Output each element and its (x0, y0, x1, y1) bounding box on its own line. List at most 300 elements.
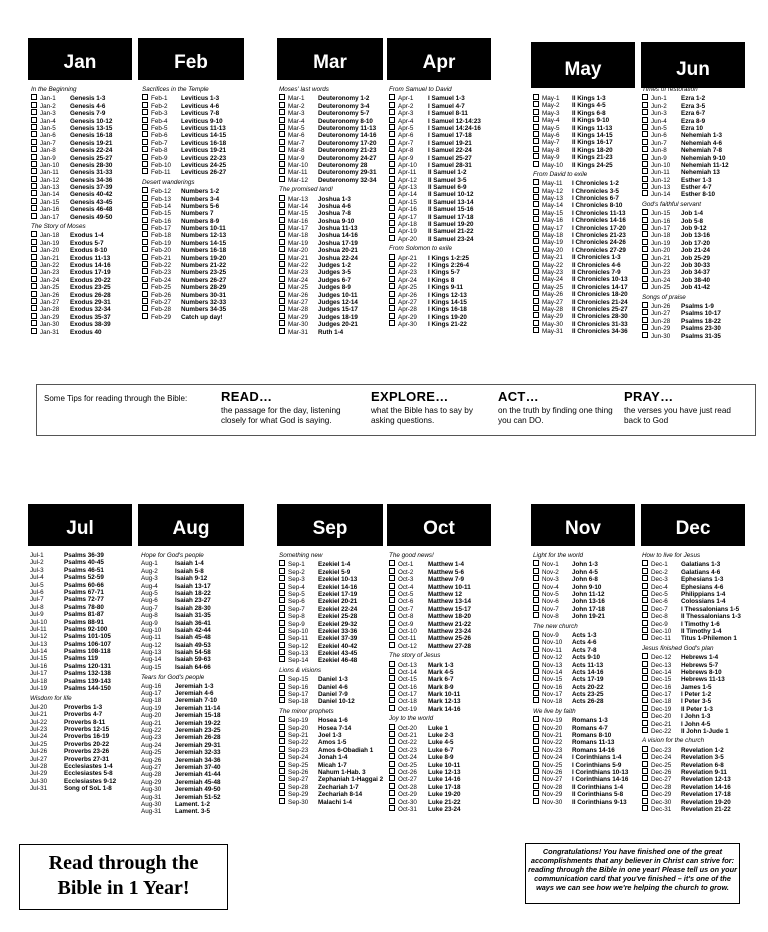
checkbox-icon[interactable] (533, 94, 539, 100)
checkbox-icon[interactable] (533, 575, 539, 581)
reading-row[interactable] (31, 131, 135, 138)
reading-row[interactable] (533, 768, 637, 775)
checkbox-icon[interactable] (279, 583, 285, 589)
reading-row[interactable] (31, 254, 135, 261)
reading-row[interactable] (642, 261, 746, 268)
reading-row[interactable] (279, 605, 387, 612)
checkbox-icon[interactable] (279, 761, 285, 767)
reading-row[interactable] (642, 590, 754, 597)
checkbox-icon[interactable] (533, 209, 539, 215)
reading-row[interactable] (279, 612, 387, 619)
reading-row[interactable] (279, 738, 387, 745)
checkbox-icon[interactable] (31, 154, 37, 160)
checkbox-icon[interactable] (533, 146, 539, 152)
checkbox-icon[interactable] (279, 731, 285, 737)
checkbox-icon[interactable] (389, 198, 395, 204)
checkbox-icon[interactable] (533, 568, 539, 574)
reading-row[interactable] (389, 620, 495, 627)
checkbox-icon[interactable] (31, 313, 37, 319)
reading-row[interactable] (142, 298, 246, 305)
checkbox-icon[interactable] (31, 102, 37, 108)
checkbox-icon[interactable] (642, 683, 648, 689)
checkbox-icon[interactable] (279, 716, 285, 722)
reading-row[interactable] (642, 661, 754, 668)
reading-row[interactable] (642, 94, 746, 101)
checkbox-icon[interactable] (642, 332, 648, 338)
reading-row[interactable] (533, 575, 637, 582)
reading-row[interactable] (31, 117, 135, 124)
reading-row[interactable] (642, 276, 746, 283)
reading-row[interactable] (389, 605, 495, 612)
checkbox-icon[interactable] (642, 246, 648, 252)
checkbox-icon[interactable] (279, 276, 285, 282)
checkbox-icon[interactable] (142, 109, 148, 115)
reading-row[interactable] (389, 661, 495, 668)
reading-row[interactable] (642, 254, 746, 261)
checkbox-icon[interactable] (642, 139, 648, 145)
checkbox-icon[interactable] (389, 220, 395, 226)
checkbox-icon[interactable] (642, 620, 648, 626)
reading-row[interactable] (142, 202, 246, 209)
checkbox-icon[interactable] (389, 205, 395, 211)
reading-row[interactable] (642, 727, 754, 734)
checkbox-icon[interactable] (642, 753, 648, 759)
checkbox-icon[interactable] (533, 290, 539, 296)
reading-row[interactable] (279, 117, 387, 124)
reading-row[interactable] (533, 646, 637, 653)
checkbox-icon[interactable] (279, 328, 285, 334)
checkbox-icon[interactable] (642, 668, 648, 674)
checkbox-icon[interactable] (31, 146, 37, 152)
reading-row[interactable] (533, 153, 637, 160)
checkbox-icon[interactable] (279, 605, 285, 611)
reading-row[interactable] (389, 283, 495, 290)
reading-row[interactable] (389, 254, 495, 261)
checkbox-icon[interactable] (279, 568, 285, 574)
reading-row[interactable] (279, 716, 387, 723)
reading-row[interactable] (642, 117, 746, 124)
checkbox-icon[interactable] (142, 246, 148, 252)
checkbox-icon[interactable] (279, 254, 285, 260)
checkbox-icon[interactable] (279, 231, 285, 237)
reading-row[interactable] (642, 268, 746, 275)
checkbox-icon[interactable] (389, 783, 395, 789)
reading-row[interactable] (389, 183, 495, 190)
reading-row[interactable] (389, 227, 495, 234)
checkbox-icon[interactable] (642, 675, 648, 681)
reading-row[interactable] (31, 283, 135, 290)
checkbox-icon[interactable] (642, 746, 648, 752)
reading-row[interactable] (389, 198, 495, 205)
reading-row[interactable] (642, 790, 754, 797)
reading-row[interactable] (279, 560, 387, 567)
checkbox-icon[interactable] (279, 283, 285, 289)
reading-row[interactable] (533, 312, 637, 319)
reading-row[interactable] (142, 139, 246, 146)
checkbox-icon[interactable] (642, 690, 648, 696)
checkbox-icon[interactable] (642, 583, 648, 589)
checkbox-icon[interactable] (31, 109, 37, 115)
checkbox-icon[interactable] (142, 124, 148, 130)
reading-row[interactable] (389, 102, 495, 109)
reading-row[interactable] (389, 612, 495, 619)
checkbox-icon[interactable] (533, 690, 539, 696)
checkbox-icon[interactable] (142, 313, 148, 319)
checkbox-icon[interactable] (533, 631, 539, 637)
checkbox-icon[interactable] (31, 205, 37, 211)
checkbox-icon[interactable] (279, 109, 285, 115)
checkbox-icon[interactable] (142, 94, 148, 100)
reading-row[interactable] (142, 261, 246, 268)
checkbox-icon[interactable] (142, 298, 148, 304)
checkbox-icon[interactable] (389, 183, 395, 189)
reading-row[interactable] (533, 790, 637, 797)
checkbox-icon[interactable] (533, 753, 539, 759)
checkbox-icon[interactable] (533, 179, 539, 185)
checkbox-icon[interactable] (533, 231, 539, 237)
reading-row[interactable] (389, 583, 495, 590)
checkbox-icon[interactable] (533, 153, 539, 159)
reading-row[interactable] (533, 231, 637, 238)
reading-row[interactable] (642, 317, 746, 324)
checkbox-icon[interactable] (642, 209, 648, 215)
checkbox-icon[interactable] (533, 746, 539, 752)
checkbox-icon[interactable] (389, 227, 395, 233)
checkbox-icon[interactable] (279, 124, 285, 130)
checkbox-icon[interactable] (389, 627, 395, 633)
checkbox-icon[interactable] (279, 612, 285, 618)
reading-row[interactable] (533, 298, 637, 305)
checkbox-icon[interactable] (533, 724, 539, 730)
reading-row[interactable] (533, 753, 637, 760)
reading-row[interactable] (279, 124, 387, 131)
checkbox-icon[interactable] (642, 712, 648, 718)
checkbox-icon[interactable] (31, 183, 37, 189)
checkbox-icon[interactable] (389, 261, 395, 267)
reading-row[interactable] (31, 246, 135, 253)
reading-row[interactable] (31, 328, 135, 335)
reading-row[interactable] (533, 690, 637, 697)
reading-row[interactable] (389, 268, 495, 275)
checkbox-icon[interactable] (642, 276, 648, 282)
reading-row[interactable] (279, 683, 387, 690)
reading-row[interactable] (533, 631, 637, 638)
reading-row[interactable] (389, 298, 495, 305)
checkbox-icon[interactable] (533, 124, 539, 130)
reading-row[interactable] (533, 731, 637, 738)
reading-row[interactable] (279, 753, 387, 760)
checkbox-icon[interactable] (533, 597, 539, 603)
checkbox-icon[interactable] (31, 320, 37, 326)
checkbox-icon[interactable] (642, 254, 648, 260)
checkbox-icon[interactable] (389, 268, 395, 274)
reading-row[interactable] (279, 731, 387, 738)
checkbox-icon[interactable] (533, 253, 539, 259)
checkbox-icon[interactable] (389, 590, 395, 596)
reading-row[interactable] (642, 753, 754, 760)
reading-row[interactable] (389, 220, 495, 227)
checkbox-icon[interactable] (279, 102, 285, 108)
reading-row[interactable] (642, 605, 754, 612)
reading-row[interactable] (533, 746, 637, 753)
reading-row[interactable] (533, 305, 637, 312)
reading-row[interactable] (142, 246, 246, 253)
checkbox-icon[interactable] (642, 705, 648, 711)
reading-row[interactable] (142, 239, 246, 246)
reading-row[interactable] (142, 224, 246, 231)
reading-row[interactable] (533, 109, 637, 116)
reading-row[interactable] (533, 224, 637, 231)
reading-row[interactable] (642, 620, 754, 627)
checkbox-icon[interactable] (389, 254, 395, 260)
reading-row[interactable] (642, 668, 754, 675)
reading-row[interactable] (389, 109, 495, 116)
checkbox-icon[interactable] (533, 101, 539, 107)
reading-row[interactable] (642, 183, 746, 190)
reading-row[interactable] (389, 190, 495, 197)
checkbox-icon[interactable] (642, 268, 648, 274)
checkbox-icon[interactable] (142, 254, 148, 260)
checkbox-icon[interactable] (533, 716, 539, 722)
checkbox-icon[interactable] (31, 328, 37, 334)
reading-row[interactable] (142, 268, 246, 275)
reading-row[interactable] (279, 620, 387, 627)
reading-row[interactable] (642, 224, 746, 231)
reading-row[interactable] (642, 690, 754, 697)
checkbox-icon[interactable] (389, 620, 395, 626)
reading-row[interactable] (533, 246, 637, 253)
checkbox-icon[interactable] (31, 124, 37, 130)
checkbox-icon[interactable] (142, 231, 148, 237)
checkbox-icon[interactable] (533, 560, 539, 566)
reading-row[interactable] (389, 746, 495, 753)
checkbox-icon[interactable] (279, 775, 285, 781)
checkbox-icon[interactable] (31, 131, 37, 137)
checkbox-icon[interactable] (389, 176, 395, 182)
checkbox-icon[interactable] (389, 313, 395, 319)
reading-row[interactable] (533, 94, 637, 101)
reading-row[interactable] (642, 124, 746, 131)
reading-row[interactable] (31, 198, 135, 205)
checkbox-icon[interactable] (389, 146, 395, 152)
reading-row[interactable] (533, 798, 637, 805)
checkbox-icon[interactable] (533, 268, 539, 274)
checkbox-icon[interactable] (533, 238, 539, 244)
checkbox-icon[interactable] (533, 583, 539, 589)
checkbox-icon[interactable] (642, 605, 648, 611)
checkbox-icon[interactable] (642, 124, 648, 130)
checkbox-icon[interactable] (642, 239, 648, 245)
reading-row[interactable] (533, 116, 637, 123)
reading-row[interactable] (142, 131, 246, 138)
checkbox-icon[interactable] (279, 675, 285, 681)
reading-row[interactable] (533, 161, 637, 168)
reading-row[interactable] (31, 239, 135, 246)
reading-row[interactable] (279, 320, 387, 327)
checkbox-icon[interactable] (389, 661, 395, 667)
checkbox-icon[interactable] (279, 217, 285, 223)
reading-row[interactable] (142, 305, 246, 312)
checkbox-icon[interactable] (142, 305, 148, 311)
checkbox-icon[interactable] (142, 131, 148, 137)
reading-row[interactable] (142, 231, 246, 238)
reading-row[interactable] (31, 213, 135, 220)
checkbox-icon[interactable] (142, 239, 148, 245)
reading-row[interactable] (31, 124, 135, 131)
checkbox-icon[interactable] (533, 775, 539, 781)
checkbox-icon[interactable] (642, 627, 648, 633)
checkbox-icon[interactable] (389, 805, 395, 811)
reading-row[interactable] (533, 590, 637, 597)
reading-row[interactable] (279, 568, 387, 575)
reading-row[interactable] (642, 231, 746, 238)
checkbox-icon[interactable] (279, 261, 285, 267)
reading-row[interactable] (642, 239, 746, 246)
checkbox-icon[interactable] (533, 668, 539, 674)
reading-row[interactable] (31, 109, 135, 116)
reading-row[interactable] (279, 94, 387, 101)
checkbox-icon[interactable] (642, 302, 648, 308)
reading-row[interactable] (389, 642, 495, 649)
reading-row[interactable] (533, 253, 637, 260)
reading-row[interactable] (389, 634, 495, 641)
checkbox-icon[interactable] (142, 276, 148, 282)
checkbox-icon[interactable] (279, 768, 285, 774)
reading-row[interactable] (389, 683, 495, 690)
reading-row[interactable] (31, 268, 135, 275)
reading-row[interactable] (389, 627, 495, 634)
reading-row[interactable] (31, 320, 135, 327)
reading-row[interactable] (31, 298, 135, 305)
reading-row[interactable] (533, 738, 637, 745)
checkbox-icon[interactable] (389, 291, 395, 297)
checkbox-icon[interactable] (279, 298, 285, 304)
reading-row[interactable] (533, 597, 637, 604)
reading-row[interactable] (533, 583, 637, 590)
reading-row[interactable] (533, 612, 637, 619)
checkbox-icon[interactable] (642, 190, 648, 196)
reading-row[interactable] (642, 746, 754, 753)
reading-row[interactable] (642, 798, 754, 805)
reading-row[interactable] (642, 309, 746, 316)
reading-row[interactable] (533, 683, 637, 690)
reading-row[interactable] (31, 305, 135, 312)
reading-row[interactable] (533, 290, 637, 297)
reading-row[interactable] (142, 109, 246, 116)
checkbox-icon[interactable] (642, 102, 648, 108)
checkbox-icon[interactable] (279, 268, 285, 274)
reading-row[interactable] (279, 798, 387, 805)
reading-row[interactable] (389, 738, 495, 745)
checkbox-icon[interactable] (279, 168, 285, 174)
reading-row[interactable] (389, 705, 495, 712)
checkbox-icon[interactable] (389, 583, 395, 589)
reading-row[interactable] (31, 313, 135, 320)
checkbox-icon[interactable] (279, 117, 285, 123)
checkbox-icon[interactable] (31, 291, 37, 297)
reading-row[interactable] (642, 102, 746, 109)
checkbox-icon[interactable] (279, 738, 285, 744)
reading-row[interactable] (642, 697, 754, 704)
reading-row[interactable] (389, 313, 495, 320)
reading-row[interactable] (533, 216, 637, 223)
checkbox-icon[interactable] (389, 298, 395, 304)
checkbox-icon[interactable] (279, 690, 285, 696)
reading-row[interactable] (533, 201, 637, 208)
checkbox-icon[interactable] (642, 661, 648, 667)
checkbox-icon[interactable] (533, 109, 539, 115)
reading-row[interactable] (389, 775, 495, 782)
checkbox-icon[interactable] (279, 627, 285, 633)
checkbox-icon[interactable] (533, 298, 539, 304)
reading-row[interactable] (533, 560, 637, 567)
reading-row[interactable] (279, 298, 387, 305)
reading-row[interactable] (389, 154, 495, 161)
checkbox-icon[interactable] (533, 187, 539, 193)
checkbox-icon[interactable] (389, 139, 395, 145)
reading-row[interactable] (533, 187, 637, 194)
reading-row[interactable] (533, 675, 637, 682)
checkbox-icon[interactable] (142, 146, 148, 152)
reading-row[interactable] (533, 716, 637, 723)
checkbox-icon[interactable] (279, 224, 285, 230)
checkbox-icon[interactable] (142, 291, 148, 297)
checkbox-icon[interactable] (642, 805, 648, 811)
checkbox-icon[interactable] (642, 217, 648, 223)
reading-row[interactable] (642, 246, 746, 253)
checkbox-icon[interactable] (279, 597, 285, 603)
reading-row[interactable] (642, 575, 754, 582)
checkbox-icon[interactable] (142, 268, 148, 274)
checkbox-icon[interactable] (533, 738, 539, 744)
reading-row[interactable] (389, 94, 495, 101)
reading-row[interactable] (642, 302, 746, 309)
checkbox-icon[interactable] (279, 305, 285, 311)
reading-row[interactable] (279, 209, 387, 216)
reading-row[interactable] (142, 102, 246, 109)
reading-row[interactable] (642, 139, 746, 146)
checkbox-icon[interactable] (279, 176, 285, 182)
checkbox-icon[interactable] (142, 195, 148, 201)
reading-row[interactable] (642, 161, 746, 168)
reading-row[interactable] (389, 124, 495, 131)
checkbox-icon[interactable] (642, 568, 648, 574)
reading-row[interactable] (31, 102, 135, 109)
checkbox-icon[interactable] (389, 109, 395, 115)
reading-row[interactable] (642, 805, 754, 812)
checkbox-icon[interactable] (642, 612, 648, 618)
checkbox-icon[interactable] (642, 176, 648, 182)
checkbox-icon[interactable] (389, 131, 395, 137)
checkbox-icon[interactable] (389, 560, 395, 566)
checkbox-icon[interactable] (533, 761, 539, 767)
reading-row[interactable] (533, 724, 637, 731)
checkbox-icon[interactable] (389, 675, 395, 681)
checkbox-icon[interactable] (389, 768, 395, 774)
checkbox-icon[interactable] (389, 190, 395, 196)
reading-row[interactable] (142, 209, 246, 216)
checkbox-icon[interactable] (533, 697, 539, 703)
reading-row[interactable] (31, 183, 135, 190)
checkbox-icon[interactable] (389, 690, 395, 696)
checkbox-icon[interactable] (533, 675, 539, 681)
checkbox-icon[interactable] (642, 783, 648, 789)
reading-row[interactable] (279, 268, 387, 275)
checkbox-icon[interactable] (642, 761, 648, 767)
checkbox-icon[interactable] (142, 261, 148, 267)
checkbox-icon[interactable] (642, 317, 648, 323)
reading-row[interactable] (142, 117, 246, 124)
